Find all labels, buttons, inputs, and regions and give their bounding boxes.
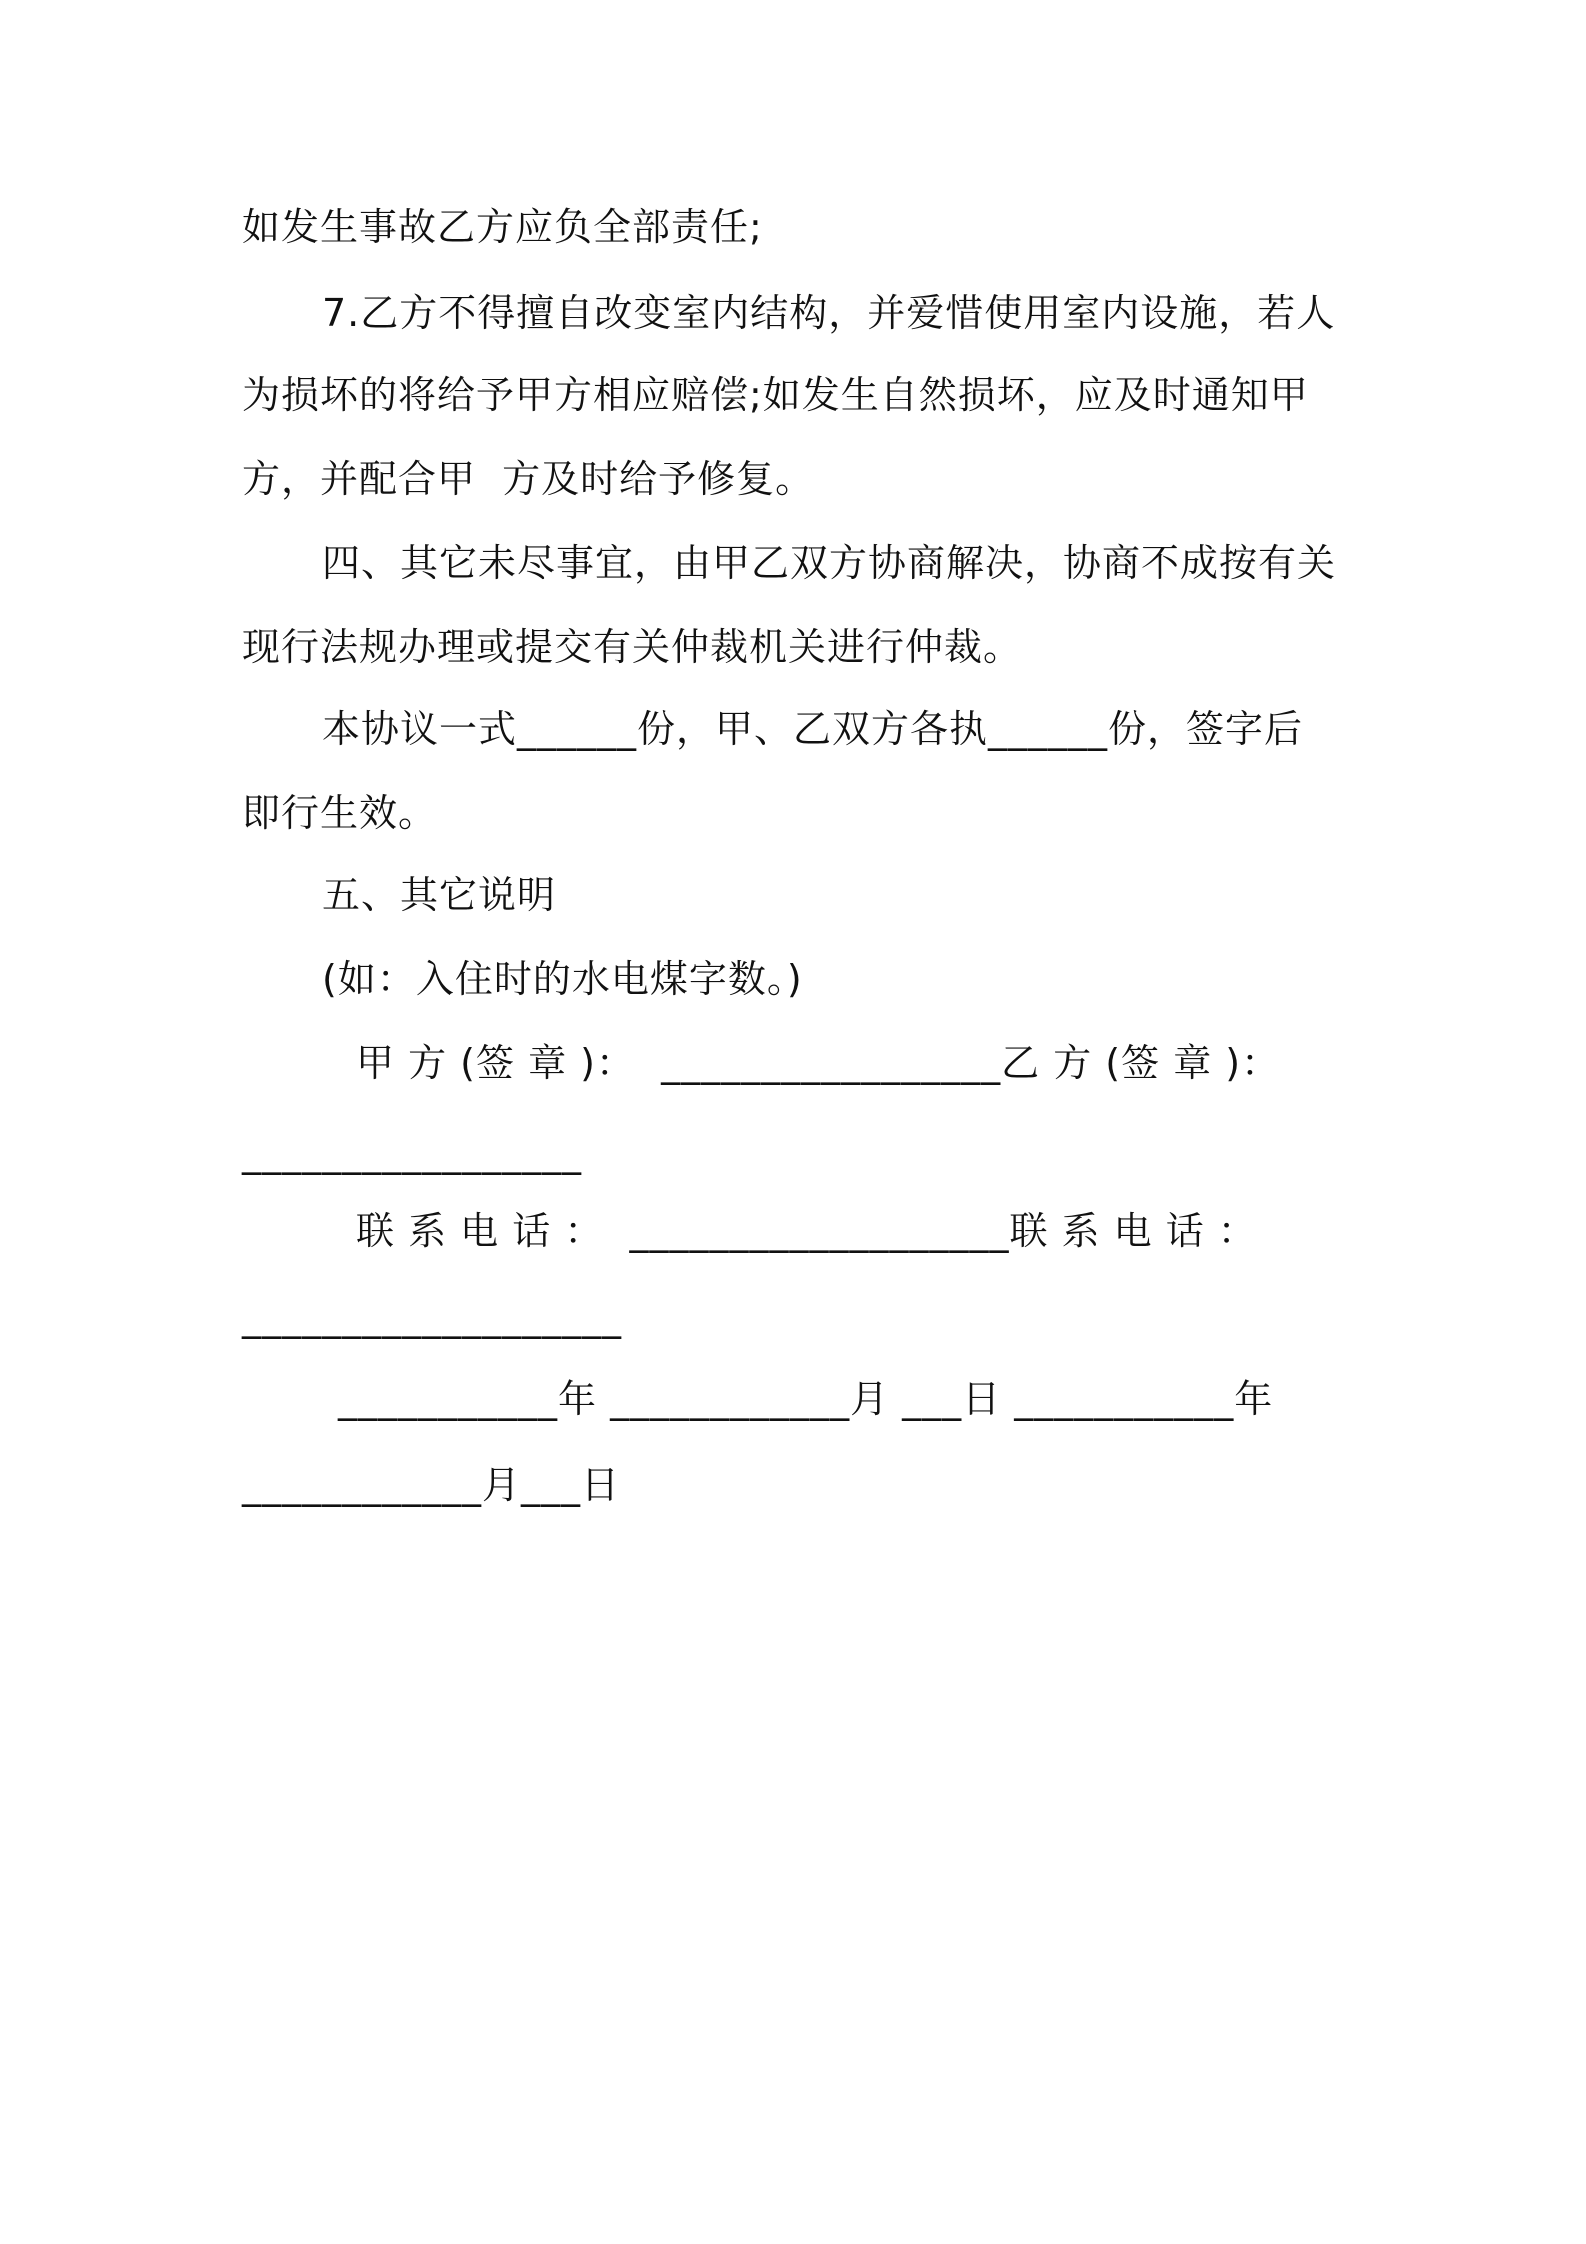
section-5-note: (如：入住时的水电煤字数。) (322, 957, 803, 1001)
phone-blank: ___________________ (242, 1295, 622, 1339)
copies-line-2: 即行生效。 (242, 791, 438, 835)
copies-line-1: 本协议一式______份，甲、乙双方各执______份，签字后 (322, 707, 1304, 751)
clause-7-line-1: 7.乙方不得擅自改变室内结构，并爱惜使用室内设施，若人 (322, 291, 1336, 335)
section-4-line-1: 四、其它未尽事宜，由甲乙双方协商解决，协商不成按有关 (322, 541, 1337, 585)
clause-7-line-3: 方，并配合甲 方及时给予修复。 (242, 457, 815, 501)
date-line: ___________年 ____________月 ___日 ___________年 (338, 1377, 1274, 1421)
clause-7-line-2: 为损坏的将给予甲方相应赔偿;如发生自然损坏，应及时通知甲 (242, 373, 1309, 417)
section-4-line-2: 现行法规办理或提交有关仲裁机关进行仲裁。 (242, 625, 1023, 669)
date-line-2: ____________月___日 (242, 1463, 621, 1507)
signature-line: 甲 方 (签 章 )： _________________乙 方 (签 章 )： (356, 1041, 1281, 1085)
phone-line: 联 系 电 话 ： ___________________联 系 电 话 ： (356, 1209, 1257, 1253)
section-5-heading: 五、其它说明 (322, 873, 557, 917)
signature-blank: _________________ (242, 1131, 582, 1175)
text-line: 如发生事故乙方应负全部责任; (242, 205, 763, 249)
